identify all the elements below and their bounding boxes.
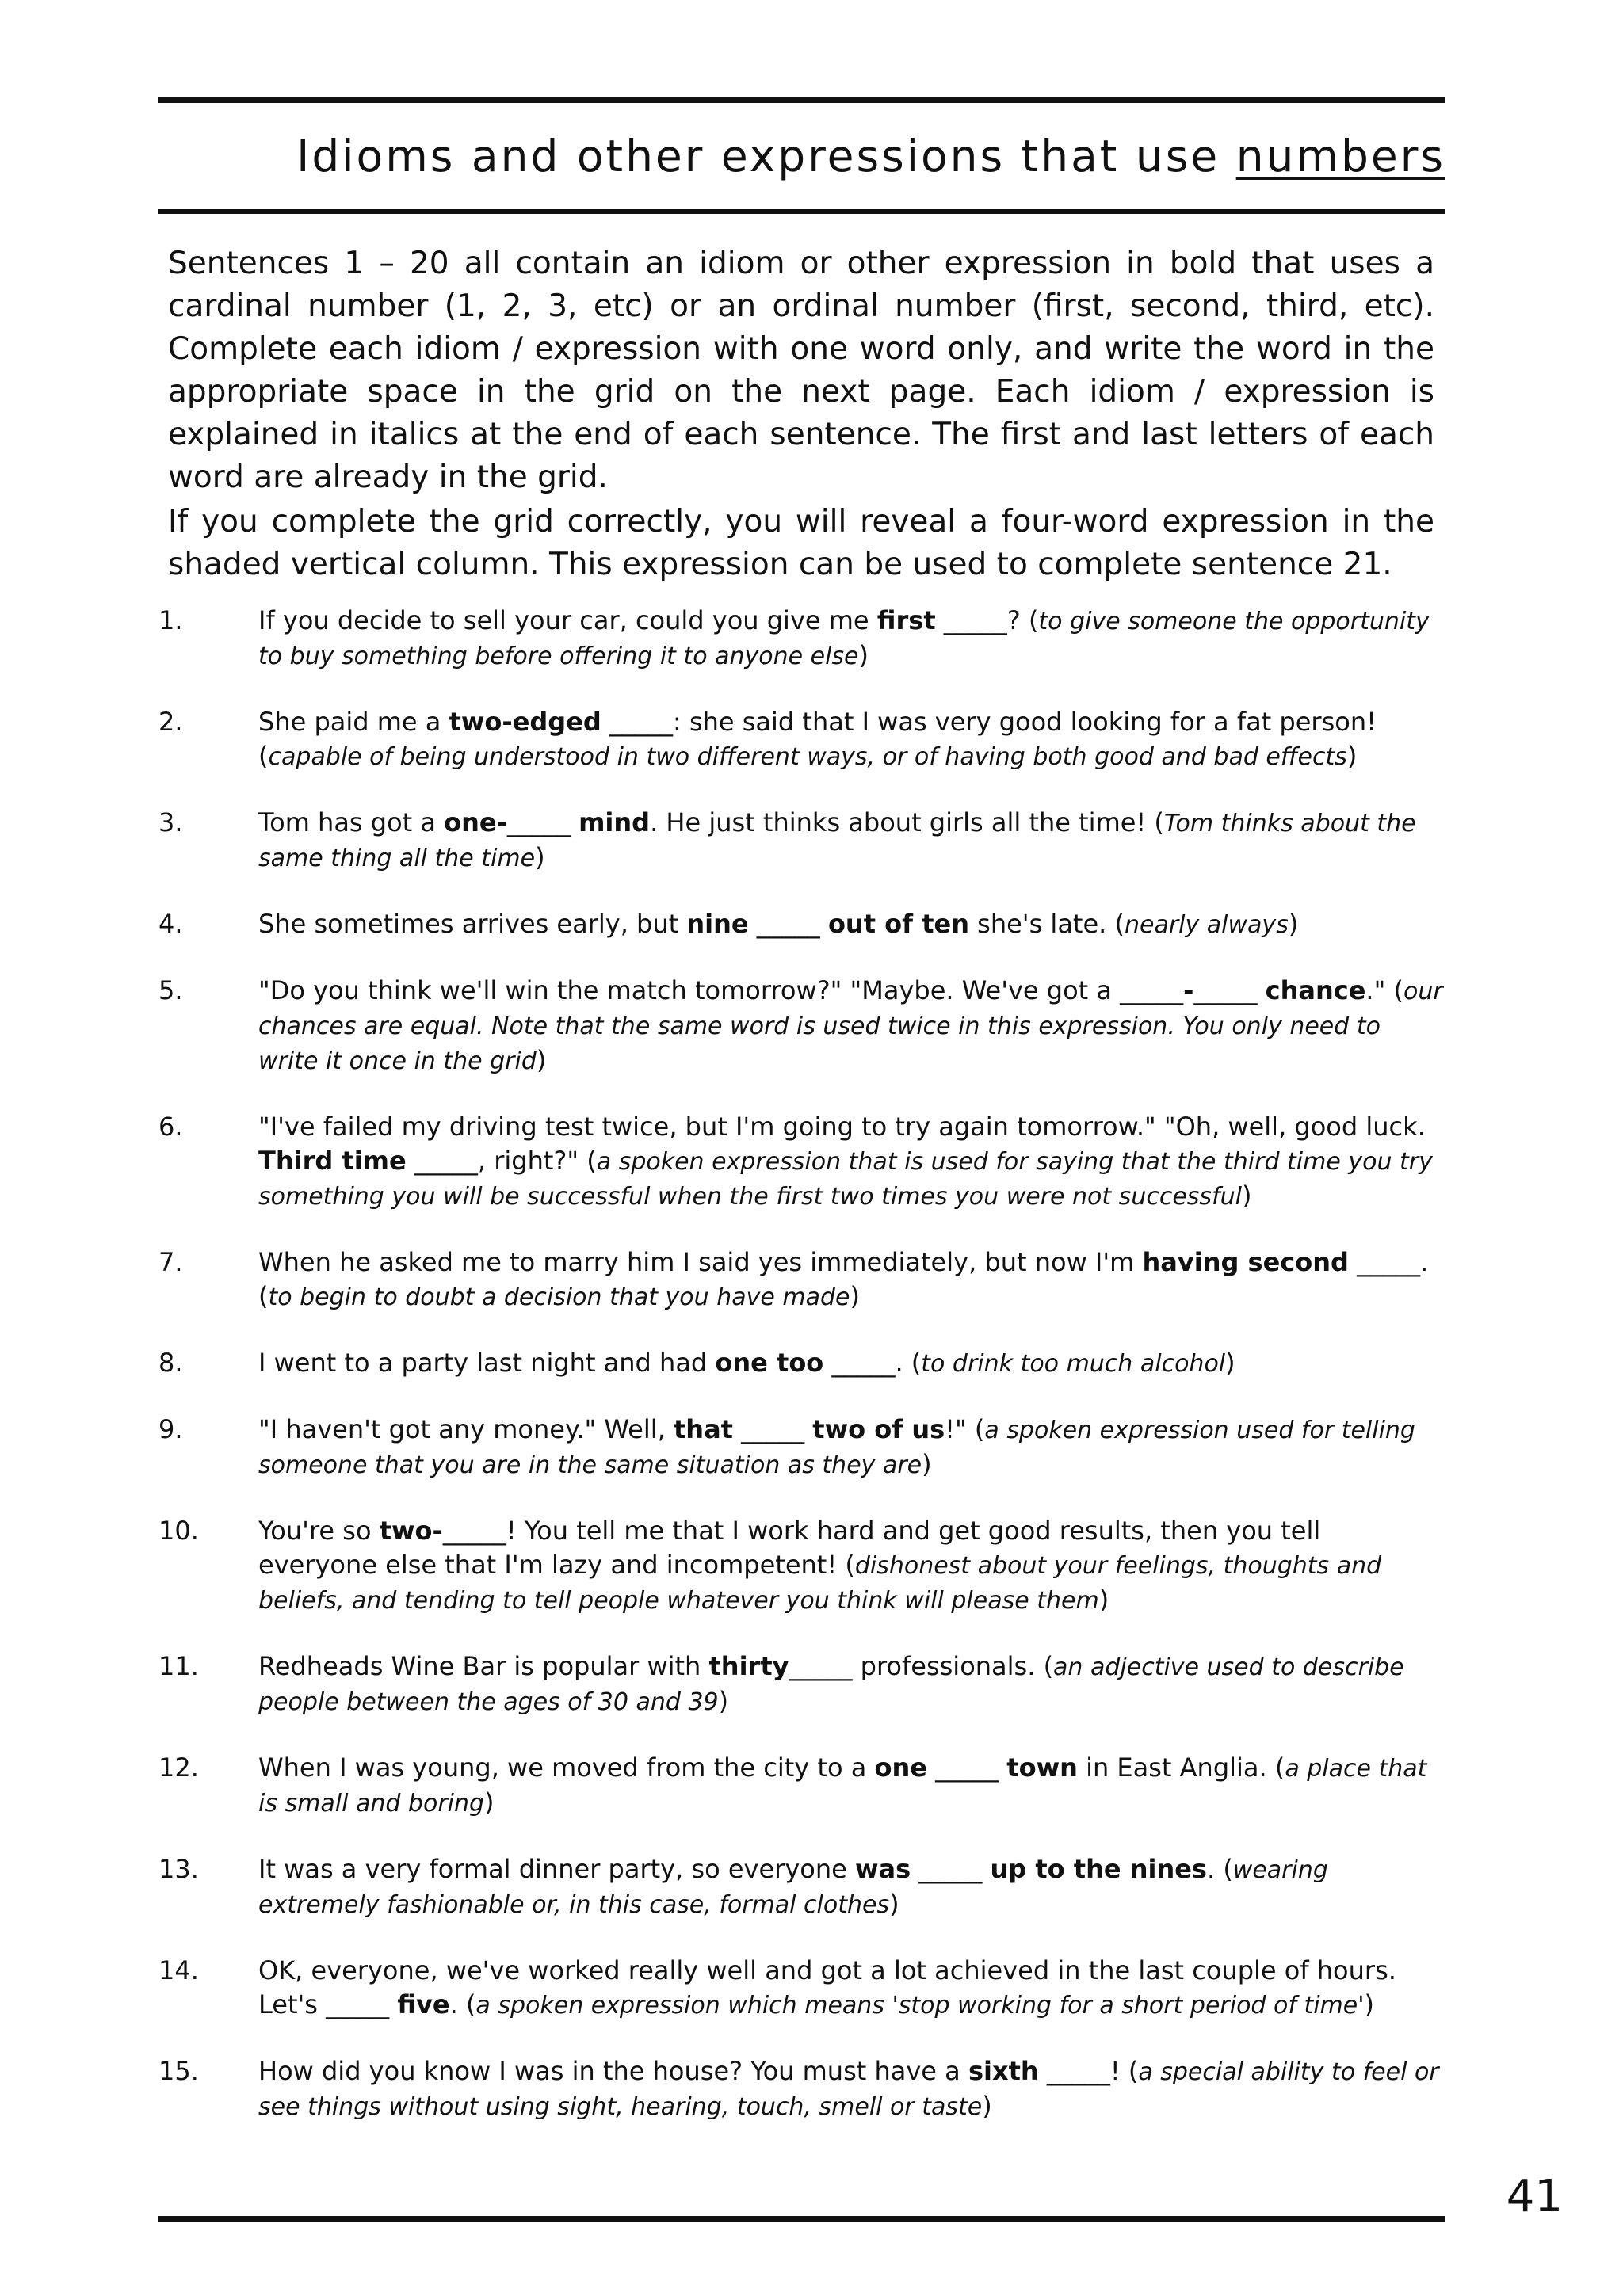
explanation-italic-text: our chances are equal. Note that the same word is used twice in this expression. You only need to write it once in the grid (258, 978, 1443, 1075)
idiom-bold-text: two- (379, 1516, 443, 1546)
sentence-text: ) (858, 640, 869, 670)
exercise-number: 2. (158, 707, 183, 737)
exercise-sentence (258, 1955, 1396, 2019)
explanation-italic-text: to begin to doubt a decision that you have made (268, 1283, 850, 1311)
exercise-item (158, 806, 1445, 875)
sentence-text: ) (1346, 741, 1358, 771)
exercise-item (158, 1852, 1445, 1922)
intro-paragraph-2: If you complete the grid correctly, you will reveal a four-word expression in the shaded vertical column. This expression can be used to complete sentence 21. (168, 504, 1434, 582)
exercise-sentence (258, 605, 1430, 670)
exercise-number: 5. (158, 975, 183, 1005)
exercise-item (158, 1413, 1445, 1482)
sentence-text: "I've failed my driving test twice, but I'm going to try again tomorrow." "Oh, well, good luck. (258, 1112, 1426, 1142)
exercise-sentence (258, 1414, 1415, 1479)
explanation-italic-text: wearing extremely fashionable or, in this case, formal clothes (258, 1856, 1328, 1919)
exercise-item (158, 1650, 1445, 1719)
exercise-item (158, 1514, 1445, 1618)
exercise-sentence (258, 1753, 1426, 1817)
sentence-text: ) (535, 842, 545, 872)
exercise-number: 6. (158, 1112, 183, 1142)
sentence-text: _____ (926, 1753, 1007, 1783)
sentence-text: When he asked me to marry him I said yes immediately, but now I'm (258, 1247, 1143, 1277)
sentence-text: _____ (748, 909, 828, 939)
sentence-text: Redheads Wine Bar is popular with (258, 1651, 709, 1681)
sentence-text: _____ professionals. ( (789, 1651, 1054, 1681)
exercise-number: 15. (158, 2056, 199, 2086)
exercise-number: 9. (158, 1414, 183, 1444)
idiom-bold-text: first (876, 605, 936, 635)
exercise-sentence (258, 1348, 1235, 1378)
exercise-number: 3. (158, 807, 183, 837)
exercise-sentence (258, 807, 1416, 872)
idiom-bold-text: Third time (258, 1146, 407, 1176)
sentence-text: It was a very formal dinner party, so everyone (258, 1854, 855, 1884)
sentence-text: ) (1364, 1989, 1374, 2019)
sentence-text: When I was young, we moved from the city to a (258, 1753, 875, 1783)
idiom-bold-text: sixth (968, 2056, 1039, 2086)
exercise-sentence (258, 1247, 1428, 1311)
exercise-item (158, 907, 1445, 942)
explanation-italic-text: capable of being understood in two different ways, or of having both good and bad effects (268, 743, 1347, 771)
sentence-text: in East Anglia. ( (1077, 1753, 1285, 1783)
explanation-italic-text: an adjective used to describe people between the ages of 30 and 39 (258, 1653, 1404, 1716)
idiom-bold-text: was (854, 1854, 911, 1884)
sentence-text: _____! ( (1038, 2056, 1139, 2086)
idiom-bold-text: - (1183, 975, 1194, 1005)
page-number: 41 (1506, 2171, 1563, 2222)
sentence-text: _____, right?" ( (406, 1146, 597, 1176)
exercise-item (158, 705, 1445, 774)
exercise-item (158, 1110, 1445, 1214)
sentence-text: You're so (258, 1516, 380, 1546)
footer-rule (158, 2216, 1445, 2222)
exercise-sentence (258, 707, 1377, 771)
sentence-text: _____? ( (935, 605, 1039, 635)
exercise-number: 1. (158, 605, 183, 635)
exercise-sentence (258, 1854, 1328, 1919)
sentence-text: _____ (506, 807, 579, 837)
sentence-text: ) (536, 1045, 547, 1075)
page-title (296, 131, 1445, 181)
sentence-text: ) (484, 1787, 495, 1817)
sentence-text: "I haven't got any money." Well, (258, 1414, 674, 1444)
exercise-item (158, 974, 1445, 1078)
exercise-sentence (258, 1112, 1433, 1211)
sentence-text: ) (1098, 1585, 1109, 1615)
idiom-bold-text: one too (715, 1348, 824, 1378)
exercise-number: 7. (158, 1247, 183, 1277)
explanation-italic-text: dishonest about your feelings, thoughts and beliefs, and tending to tell people whatever you think will please them (258, 1552, 1382, 1615)
explanation-italic-text: a special ability to feel or see things without using sight, hearing, touch, smell or taste (258, 2058, 1439, 2121)
intro-paragraph-1: Sentences 1 – 20 all contain an idiom or other expression in bold that uses a cardinal number (1, 2, 3, etc) or an ordinal number (first, second, third, etc). Complete each idiom / expression with one word only, and write the word in the appropriate space in the grid on the next page. Each idiom / expression is explained in italics at the end of each sentence. The first and last letters of each word are already in the grid. (168, 246, 1434, 495)
exercise-sentence (258, 909, 1298, 939)
header-rule-bottom (158, 209, 1445, 214)
sentence-text: _____ (1193, 975, 1266, 1005)
idiom-bold-text: having second (1142, 1247, 1349, 1277)
sentence-text: _____: she said that I was very good looking for a fat person! ( (258, 707, 1377, 771)
explanation-italic-text: Tom thinks about the same thing all the time (258, 810, 1416, 872)
sentence-text: How did you know I was in the house? You must have a (258, 2056, 968, 2086)
sentence-text: _____. ( (823, 1348, 922, 1378)
exercise-item (158, 604, 1445, 673)
exercise-item (158, 2054, 1445, 2124)
idiom-bold-text: town (1006, 1753, 1078, 1783)
exercise-item (158, 1751, 1445, 1821)
sentence-text: _____ (732, 1414, 813, 1444)
idiom-bold-text: one- (444, 807, 507, 837)
exercise-sentence (258, 1651, 1404, 1716)
sentence-text: ) (1288, 909, 1299, 939)
sentence-text: she's late. ( (968, 909, 1125, 939)
explanation-italic-text: a spoken expression that is used for saying that the third time you try something you will be successful when the first two times you were not successful (258, 1148, 1433, 1211)
sentence-text: _____ (911, 1854, 991, 1884)
explanation-italic-text: a place that is small and boring (258, 1755, 1427, 1817)
exercise-item (158, 1346, 1445, 1381)
exercise-sentence (258, 1516, 1381, 1615)
sentence-text: She paid me a (258, 707, 449, 737)
sentence-text: ) (1225, 1348, 1235, 1378)
sentence-text: "Do you think we'll win the match tomorrow?" "Maybe. We've got a _____ (258, 975, 1184, 1005)
exercise-number: 11. (158, 1651, 199, 1681)
idiom-bold-text: five (397, 1989, 450, 2019)
exercise-number: 10. (158, 1516, 199, 1546)
sentence-text: ) (718, 1686, 729, 1716)
sentence-text: She sometimes arrives early, but (258, 909, 687, 939)
idiom-bold-text: up to the nines (990, 1854, 1207, 1884)
exercise-number: 14. (158, 1955, 199, 1985)
sentence-text: ) (982, 2091, 992, 2121)
exercise-number: 8. (158, 1348, 183, 1378)
idiom-bold-text: two of us (812, 1414, 945, 1444)
idiom-bold-text: nine (686, 909, 749, 939)
sentence-text: . ( (1206, 1854, 1233, 1884)
idiom-bold-text: chance (1265, 975, 1366, 1005)
sentence-text: Tom has got a (258, 807, 445, 837)
exercise-number: 13. (158, 1854, 199, 1884)
idiom-bold-text: two-edged (449, 707, 601, 737)
exercise-sentence (258, 2056, 1439, 2121)
idiom-bold-text: one (874, 1753, 927, 1783)
sentence-text: If you decide to sell your car, could you give me (258, 605, 877, 635)
explanation-italic-text: a spoken expression which means 'stop working for a short period of time' (475, 1992, 1365, 2019)
page-title-prefix: Idioms and other expressions that use (296, 131, 1236, 181)
exercise-sentence (258, 975, 1443, 1075)
header-rule-top (158, 97, 1445, 103)
explanation-italic-text: to drink too much alcohol (921, 1350, 1226, 1378)
sentence-text: _____! You tell me that I work hard and get good results, then you tell everyone else that I'm lazy and incompetent! ( (258, 1516, 1321, 1580)
page-title-underlined-word: numbers (1235, 131, 1445, 181)
sentence-text: ) (922, 1449, 932, 1479)
sentence-text: ) (889, 1889, 899, 1919)
explanation-italic-text: nearly always (1124, 911, 1289, 939)
exercise-number: 4. (158, 909, 183, 939)
sentence-text: . He just thinks about girls all the time! ( (650, 807, 1164, 837)
idiom-bold-text: thirty (708, 1651, 789, 1681)
sentence-text: ) (850, 1281, 860, 1311)
idiom-bold-text: out of ten (827, 909, 969, 939)
sentence-text: . ( (449, 1989, 476, 2019)
sentence-text: _____. ( (258, 1247, 1429, 1311)
sentence-text: !" ( (945, 1414, 985, 1444)
exercise-number: 12. (158, 1753, 199, 1783)
sentence-text: OK, everyone, we've worked really well and got a lot achieved in the last couple of hours. Let's _____ (258, 1955, 1396, 2019)
idiom-bold-text: mind (579, 807, 651, 837)
explanation-italic-text: to give someone the opportunity to buy something before offering it to anyone else (258, 608, 1430, 670)
explanation-italic-text: a spoken expression used for telling someone that you are in the same situation as they are (258, 1417, 1415, 1479)
idiom-bold-text: that (673, 1414, 733, 1444)
exercise-list (158, 604, 1445, 2156)
sentence-text: ." ( (1365, 975, 1403, 1005)
exercise-item (158, 1245, 1445, 1314)
exercise-item (158, 1954, 1445, 2023)
sentence-text: ) (1241, 1180, 1252, 1211)
sentence-text: I went to a party last night and had (258, 1348, 716, 1378)
